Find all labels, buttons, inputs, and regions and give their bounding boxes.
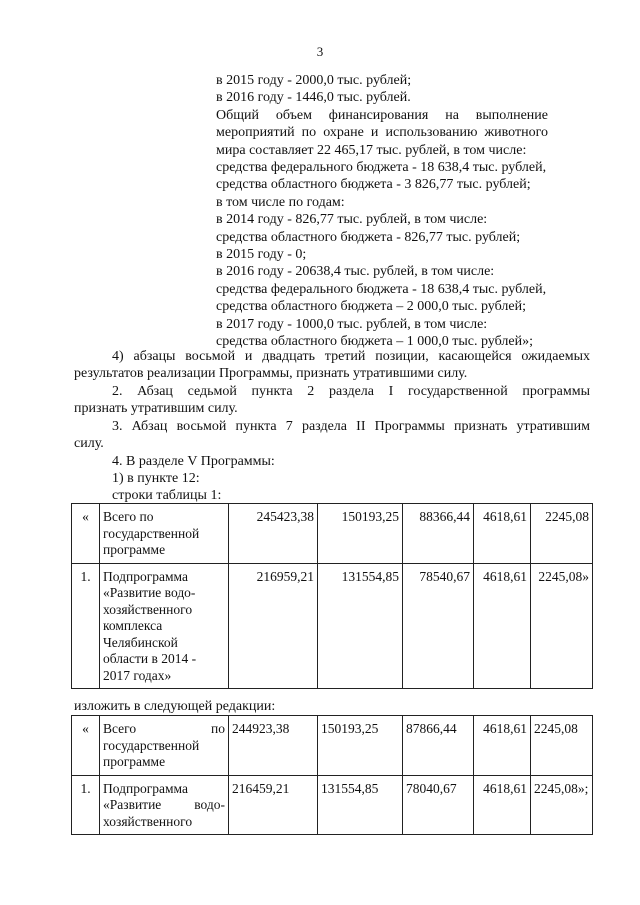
text-line: средства федерального бюджета - 18 638,4 тыс. рублей,: [216, 160, 547, 176]
table-new-rows: [71, 715, 593, 835]
row-name: [100, 504, 229, 564]
name-line: Подпрограмма: [103, 780, 188, 796]
edit-label: изложить в следующей редакции:: [74, 699, 276, 714]
row-number: «: [72, 504, 100, 564]
text-line: в 2016 году - 1446,0 тыс. рублей.: [216, 90, 411, 106]
cell-value: 150193,25: [318, 716, 403, 776]
cell-value: 2245,08»: [531, 563, 593, 689]
cell-value: 88366,44: [403, 504, 474, 564]
row-number: «: [72, 716, 100, 776]
text-line: силу.: [74, 436, 104, 452]
text-line: мероприятий по охране и использованию животного: [216, 125, 548, 141]
name-line: Всего по: [103, 721, 225, 736]
text-line: средства областного бюджета - 826,77 тыс. рублей;: [216, 229, 521, 245]
text-line: средства областного бюджета – 2 000,0 тыс. рублей;: [216, 299, 526, 315]
name-line: государственной: [103, 737, 200, 753]
row-name: [100, 775, 229, 835]
cell-value: 244923,38: [229, 716, 318, 776]
text-line: 3. Абзац восьмой пункта 7 раздела II Программы признать утратившим: [112, 419, 590, 434]
paragraph-item-4: 4. В разделе V Программы:: [112, 454, 275, 469]
cell-value: 4618,61: [474, 716, 531, 776]
name-line: хозяйственного: [103, 813, 193, 829]
table-row: [72, 716, 593, 776]
name-line: государственной: [103, 525, 200, 541]
text-line: 4) абзацы восьмой и двадцать третий позиции, касающейся ожидаемых: [112, 349, 590, 364]
name-line: 2017 годах»: [103, 667, 172, 683]
table-row: [72, 504, 593, 564]
name-line: Челябинской: [103, 634, 178, 650]
cell-value: 131554,85: [318, 775, 403, 835]
paragraph-item-4-sub-1: 1) в пункте 12:: [112, 471, 200, 486]
name-line: программе: [103, 542, 166, 557]
cell-value: 2245,08: [531, 716, 593, 776]
name-line: хозяйственного: [103, 601, 193, 617]
cell-value: 2245,08: [531, 504, 593, 564]
cell-value: 4618,61: [474, 775, 531, 835]
cell-value: 216459,21: [229, 775, 318, 835]
text-line: в том числе по годам:: [216, 194, 345, 210]
paragraph-item-2: [74, 383, 590, 418]
row-number: 1.: [72, 775, 100, 835]
text-line: средства федерального бюджета - 18 638,4 тыс. рублей,: [216, 281, 547, 297]
text-line: результатов реализации Программы, признать утратившими силу.: [74, 366, 468, 382]
text-line: Общий объем финансирования на выполнение: [216, 107, 548, 123]
cell-value: 78040,67: [403, 775, 474, 835]
paragraph-item-4-abzacy: [74, 348, 590, 383]
cell-value: 87866,44: [403, 716, 474, 776]
text-line: в 2017 году - 1000,0 тыс. рублей, в том числе:: [216, 316, 488, 332]
name-line: «Развитие водо-: [103, 797, 225, 812]
cell-value: 4618,61: [474, 563, 531, 689]
paragraph-item-3: [74, 418, 590, 453]
table-row: [72, 563, 593, 689]
name-line: Подпрограмма: [103, 568, 188, 584]
cell-value: 216959,21: [229, 563, 318, 689]
name-line: Всего по: [103, 509, 154, 524]
text-line: признать утратившим силу.: [74, 401, 238, 417]
text-line: в 2014 году - 826,77 тыс. рублей, в том числе:: [216, 212, 488, 228]
text-line: в 2015 году - 0;: [216, 247, 307, 263]
text-line: в 2016 году - 20638,4 тыс. рублей, в том числе:: [216, 264, 495, 280]
table-rows-label: строки таблицы 1:: [112, 488, 222, 503]
table-old-rows: [71, 503, 593, 689]
cell-value: 4618,61: [474, 504, 531, 564]
row-name: [100, 716, 229, 776]
row-number: 1.: [72, 563, 100, 689]
name-line: комплекса: [103, 618, 163, 633]
name-line: области в 2014 -: [103, 651, 197, 666]
financing-indented-block: [216, 72, 548, 351]
cell-value: 2245,08»;: [531, 775, 593, 835]
cell-value: 78540,67: [403, 563, 474, 689]
name-line: «Развитие водо-: [103, 585, 196, 600]
cell-value: 150193,25: [318, 504, 403, 564]
cell-value: 131554,85: [318, 563, 403, 689]
row-name: [100, 563, 229, 689]
text-line: средства областного бюджета - 3 826,77 тыс. рублей;: [216, 177, 531, 193]
name-line: программе: [103, 754, 166, 769]
cell-value: 245423,38: [229, 504, 318, 564]
text-line: средства областного бюджета – 1 000,0 тыс. рублей»;: [216, 334, 533, 350]
text-line: 2. Абзац седьмой пункта 2 раздела I государственной программы: [112, 384, 590, 399]
page-number: 3: [316, 44, 324, 59]
text-line: в 2015 году - 2000,0 тыс. рублей;: [216, 73, 412, 88]
table-row: [72, 775, 593, 835]
text-line: мира составляет 22 465,17 тыс. рублей, в том числе:: [216, 142, 527, 158]
